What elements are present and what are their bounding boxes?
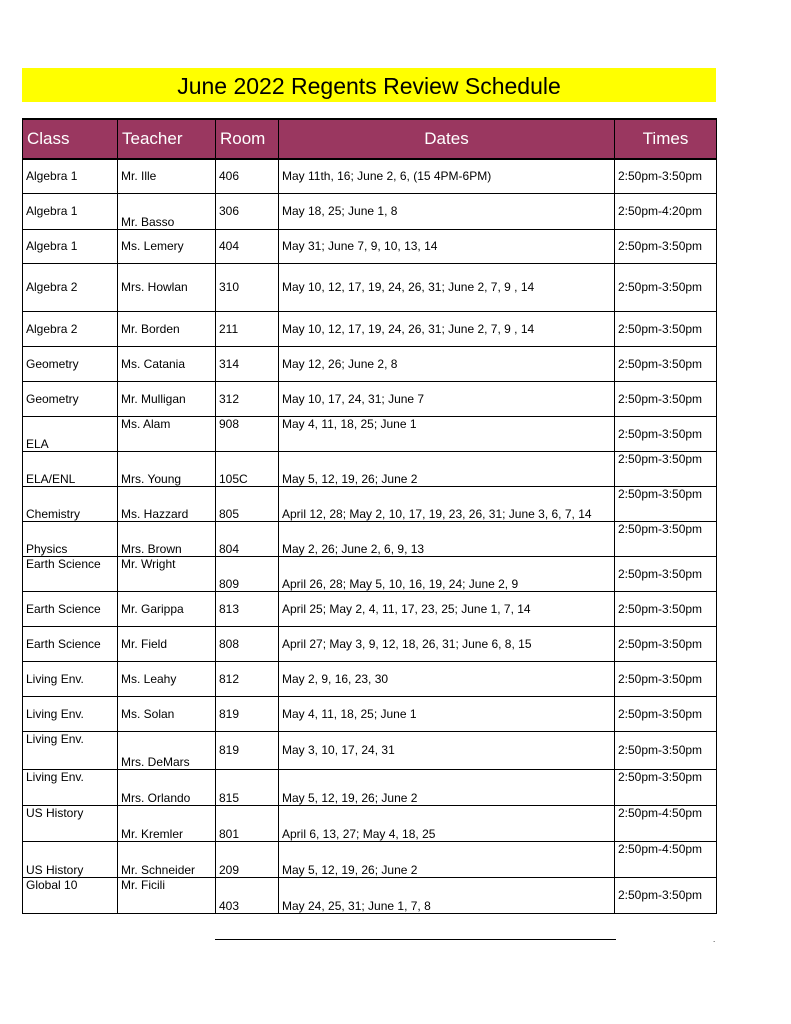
cell-class: Living Env. xyxy=(23,731,118,769)
cell-class: Algebra 1 xyxy=(23,193,118,229)
cell-room: 908 xyxy=(216,416,279,451)
cell-class: Geometry xyxy=(23,381,118,416)
cell-teacher: Mr. Ficili xyxy=(118,877,216,913)
cell-dates: May 31; June 7, 9, 10, 13, 14 xyxy=(279,229,615,263)
cell-dates: May 11th, 16; June 2, 6, (15 4PM-6PM) xyxy=(279,159,615,193)
cell-dates: May 4, 11, 18, 25; June 1 xyxy=(279,696,615,731)
table-row xyxy=(23,661,717,696)
cell-times: 2:50pm-3:50pm xyxy=(615,591,717,626)
table-row xyxy=(23,486,717,521)
table-row xyxy=(23,451,717,486)
cell-times: 2:50pm-3:50pm xyxy=(615,556,717,591)
header-room: Room xyxy=(216,119,279,159)
cell-teacher: Mr. Kremler xyxy=(118,805,216,841)
cell-times: 2:50pm-4:50pm xyxy=(615,841,717,877)
table-row xyxy=(23,877,717,913)
cell-teacher: Mr. Basso xyxy=(118,193,216,229)
table-row xyxy=(23,263,717,311)
cell-teacher: Mr. Mulligan xyxy=(118,381,216,416)
page-title: June 2022 Regents Review Schedule xyxy=(22,68,716,102)
cell-teacher: Mrs. Howlan xyxy=(118,263,216,311)
cell-room: 804 xyxy=(216,521,279,556)
table-row xyxy=(23,416,717,451)
cell-teacher: Mrs. DeMars xyxy=(118,731,216,769)
table-row xyxy=(23,805,717,841)
cell-times: 2:50pm-3:50pm xyxy=(615,311,717,346)
cell-room: 312 xyxy=(216,381,279,416)
cell-room: 310 xyxy=(216,263,279,311)
cell-teacher: Mr. Field xyxy=(118,626,216,661)
cell-room: 105C xyxy=(216,451,279,486)
cell-times: 2:50pm-3:50pm xyxy=(615,731,717,769)
cell-teacher: Mr. Schneider xyxy=(118,841,216,877)
cell-room: 406 xyxy=(216,159,279,193)
cell-dates: May 10, 12, 17, 19, 24, 26, 31; June 2, 7, 9 , 14 xyxy=(279,311,615,346)
cell-times: 2:50pm-3:50pm xyxy=(615,661,717,696)
cell-room: 805 xyxy=(216,486,279,521)
cell-class: Living Env. xyxy=(23,769,118,805)
cell-dates: May 10, 12, 17, 19, 24, 26, 31; June 2, 7, 9 , 14 xyxy=(279,263,615,311)
table-row xyxy=(23,731,717,769)
cell-room: 819 xyxy=(216,696,279,731)
cell-times: 2:50pm-3:50pm xyxy=(615,159,717,193)
table-row xyxy=(23,381,717,416)
cell-room: 808 xyxy=(216,626,279,661)
table-row xyxy=(23,193,717,229)
cell-class: ELA xyxy=(23,416,118,451)
header-dates: Dates xyxy=(279,119,615,159)
table-row xyxy=(23,696,717,731)
cell-times: 2:50pm-3:50pm xyxy=(615,877,717,913)
cell-times: 2:50pm-4:20pm xyxy=(615,193,717,229)
header-class: Class xyxy=(23,119,118,159)
table-row xyxy=(23,521,717,556)
cell-teacher: Ms. Alam xyxy=(118,416,216,451)
cell-class: ELA/ENL xyxy=(23,451,118,486)
cell-dates: May 2, 9, 16, 23, 30 xyxy=(279,661,615,696)
cell-room: 403 xyxy=(216,877,279,913)
schedule-table xyxy=(22,118,717,914)
cell-class: Global 10 xyxy=(23,877,118,913)
cell-teacher: Ms. Lemery xyxy=(118,229,216,263)
cell-teacher: Mrs. Orlando xyxy=(118,769,216,805)
cell-class: Chemistry xyxy=(23,486,118,521)
cell-times: 2:50pm-3:50pm xyxy=(615,626,717,661)
cell-dates: April 26, 28; May 5, 10, 16, 19, 24; June 2, 9 xyxy=(279,556,615,591)
cell-teacher: Mr. Borden xyxy=(118,311,216,346)
table-row xyxy=(23,229,717,263)
cell-dates: May 12, 26; June 2, 8 xyxy=(279,346,615,381)
cell-times: 2:50pm-3:50pm xyxy=(615,346,717,381)
cell-class: Earth Science xyxy=(23,591,118,626)
cell-dates: April 27; May 3, 9, 12, 18, 26, 31; June 6, 8, 15 xyxy=(279,626,615,661)
cell-room: 211 xyxy=(216,311,279,346)
trailing-dot: . xyxy=(713,935,716,944)
cell-dates: May 5, 12, 19, 26; June 2 xyxy=(279,769,615,805)
cell-class: US History xyxy=(23,805,118,841)
cell-class: Geometry xyxy=(23,346,118,381)
cell-room: 314 xyxy=(216,346,279,381)
cell-times: 2:50pm-3:50pm xyxy=(615,696,717,731)
cell-teacher: Mrs. Young xyxy=(118,451,216,486)
cell-dates: April 12, 28; May 2, 10, 17, 19, 23, 26, 31; June 3, 6, 7, 14 xyxy=(279,486,615,521)
cell-room: 801 xyxy=(216,805,279,841)
cell-teacher: Ms. Leahy xyxy=(118,661,216,696)
cell-times: 2:50pm-3:50pm xyxy=(615,381,717,416)
cell-dates: May 10, 17, 24, 31; June 7 xyxy=(279,381,615,416)
cell-class: Algebra 2 xyxy=(23,263,118,311)
cell-teacher: Mr. Ille xyxy=(118,159,216,193)
cell-class: Algebra 1 xyxy=(23,229,118,263)
cell-times: 2:50pm-3:50pm xyxy=(615,416,717,451)
cell-class: Physics xyxy=(23,521,118,556)
cell-times: 2:50pm-3:50pm xyxy=(615,263,717,311)
cell-dates: May 24, 25, 31; June 1, 7, 8 xyxy=(279,877,615,913)
cell-room: 809 xyxy=(216,556,279,591)
cell-times: 2:50pm-3:50pm xyxy=(615,451,717,486)
cell-dates: May 2, 26; June 2, 6, 9, 13 xyxy=(279,521,615,556)
table-row xyxy=(23,591,717,626)
table-row xyxy=(23,311,717,346)
cell-dates: May 18, 25; June 1, 8 xyxy=(279,193,615,229)
cell-room: 819 xyxy=(216,731,279,769)
table-row xyxy=(23,769,717,805)
cell-class: Earth Science xyxy=(23,626,118,661)
header-teacher: Teacher xyxy=(118,119,216,159)
cell-class: Living Env. xyxy=(23,696,118,731)
table-row xyxy=(23,841,717,877)
cell-class: Earth Science xyxy=(23,556,118,591)
cell-dates: May 4, 11, 18, 25; June 1 xyxy=(279,416,615,451)
table-body xyxy=(23,159,717,913)
cell-dates: May 5, 12, 19, 26; June 2 xyxy=(279,841,615,877)
cell-room: 815 xyxy=(216,769,279,805)
cell-times: 2:50pm-3:50pm xyxy=(615,229,717,263)
cell-class: US History xyxy=(23,841,118,877)
cell-room: 306 xyxy=(216,193,279,229)
cell-teacher: Ms. Solan xyxy=(118,696,216,731)
signature-line xyxy=(215,939,616,940)
cell-times: 2:50pm-3:50pm xyxy=(615,521,717,556)
table-row xyxy=(23,346,717,381)
cell-room: 404 xyxy=(216,229,279,263)
cell-dates: May 3, 10, 17, 24, 31 xyxy=(279,731,615,769)
cell-room: 209 xyxy=(216,841,279,877)
cell-teacher: Ms. Hazzard xyxy=(118,486,216,521)
cell-times: 2:50pm-3:50pm xyxy=(615,486,717,521)
cell-teacher: Mr. Wright xyxy=(118,556,216,591)
header-times: Times xyxy=(615,119,717,159)
cell-room: 813 xyxy=(216,591,279,626)
cell-class: Algebra 2 xyxy=(23,311,118,346)
cell-teacher: Ms. Catania xyxy=(118,346,216,381)
cell-room: 812 xyxy=(216,661,279,696)
table-row xyxy=(23,626,717,661)
cell-class: Living Env. xyxy=(23,661,118,696)
cell-teacher: Mr. Garippa xyxy=(118,591,216,626)
cell-dates: May 5, 12, 19, 26; June 2 xyxy=(279,451,615,486)
cell-dates: April 6, 13, 27; May 4, 18, 25 xyxy=(279,805,615,841)
cell-times: 2:50pm-3:50pm xyxy=(615,769,717,805)
cell-dates: April 25; May 2, 4, 11, 17, 23, 25; June 1, 7, 14 xyxy=(279,591,615,626)
cell-teacher: Mrs. Brown xyxy=(118,521,216,556)
cell-times: 2:50pm-4:50pm xyxy=(615,805,717,841)
table-row xyxy=(23,159,717,193)
table-row xyxy=(23,556,717,591)
header-row xyxy=(23,119,717,159)
cell-class: Algebra 1 xyxy=(23,159,118,193)
